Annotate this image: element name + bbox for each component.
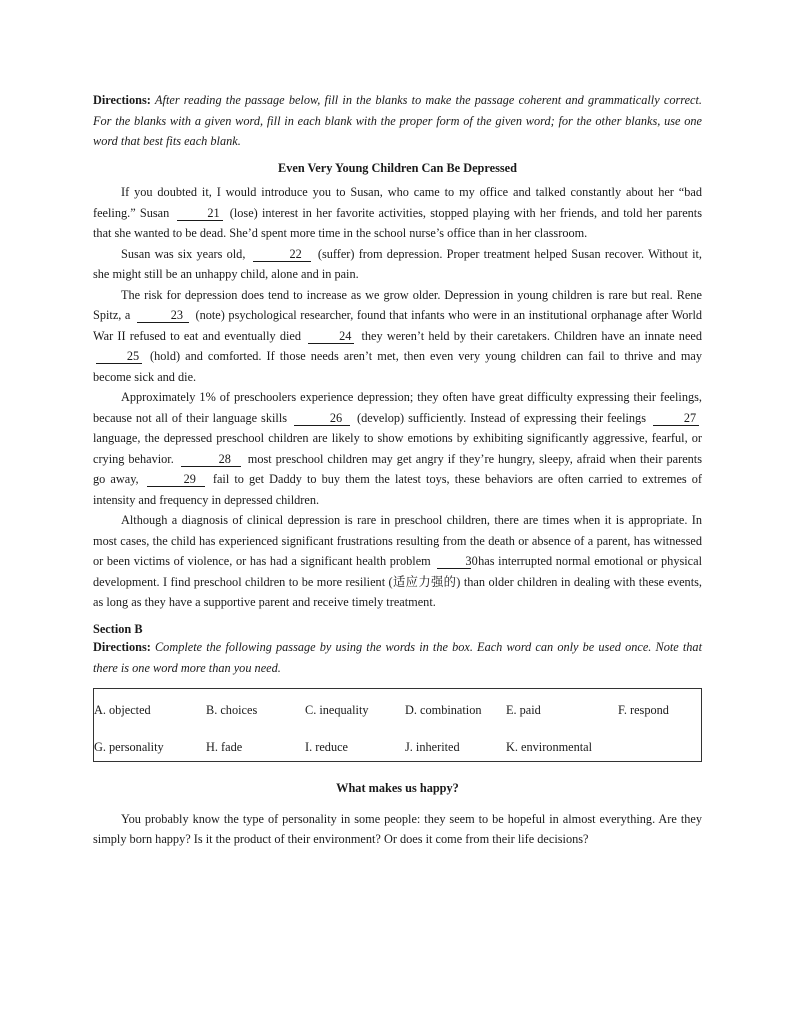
- paragraph-text: language, the depressed preschool children are likely to show emotions by exhibiting significantly aggressive, fearful, or crying behavior.: [93, 431, 702, 466]
- paragraph-text: (develop) sufficiently. Instead of expressing their feelings: [357, 410, 646, 425]
- paragraph-text: fail to get Daddy to buy them the latest toys, these behaviors are often carried to extremes of intensity and frequency in depressed children.: [93, 472, 703, 507]
- paragraph-text: Approximately 1% of preschoolers experience depression; they often have great difficulty expressing their feelings, because not all of their language skills: [93, 390, 702, 425]
- word-option[interactable]: H. fade: [206, 740, 243, 754]
- paragraph-text: (note) psychological researcher, found that infants who were in an institutional orphanage after World War II refused to eat and eventually died: [93, 308, 703, 343]
- paragraph-text: Although a diagnosis of clinical depression is rare in preschool children, there are times when it is appropriate. In most cases, the child has experienced significant frustrations resulting from the death or absence of a parent, has witnessed or been victims of violence, or has had a significant health problem: [93, 513, 702, 568]
- paragraph-text: (suffer) from depression. Proper treatment helped Susan recover. Without it, she might still be an unhappy child, alone and in pain.: [93, 246, 703, 281]
- directions-text: Complete the following passage by using the words in the box. Each word can only be used once. Note that there is one word more than you need.: [93, 640, 702, 675]
- word-option[interactable]: B. choices: [206, 703, 258, 717]
- blank-25[interactable]: 25: [96, 349, 142, 364]
- paragraph-text: (lose) interest in her favorite activities, stopped playing with her friends, and told her parents that she wanted to be dead. She’d spent more time in the school nurse’s office than in her classroom.: [93, 205, 703, 240]
- paragraph-text: Susan was six years old,: [121, 246, 246, 261]
- blank-22[interactable]: 22: [253, 247, 311, 262]
- section-b-heading: Section B: [93, 621, 143, 636]
- worksheet-page: [93, 90, 702, 850]
- blank-29[interactable]: 29: [147, 472, 205, 487]
- passage-title: Even Very Young Children Can Be Depressed: [278, 160, 517, 175]
- blank-27[interactable]: 27: [653, 411, 699, 426]
- paragraph-4: [93, 387, 702, 510]
- word-option[interactable]: F. respond: [618, 703, 669, 717]
- passage-b-paragraph-1: You probably know the type of personality in some people: they seem to be hopeful in almost everything. Are they simply born happy? Is it the product of their environment? Or does it come from their life decisions?: [93, 811, 702, 846]
- blank-28[interactable]: 28: [181, 452, 241, 467]
- word-bank-row: [94, 700, 701, 720]
- directions-text: After reading the passage below, fill in the blanks to make the passage coherent and grammatically correct. For the blanks with a given word, fill in each blank with the proper form of the given word; for the other blanks, use one word that best fits each blank.: [93, 93, 702, 148]
- word-option[interactable]: C. inequality: [305, 703, 369, 717]
- paragraph-text: they weren’t held by their caretakers. Children have an innate need: [361, 328, 703, 343]
- word-option[interactable]: D. combination: [405, 703, 482, 717]
- paragraph-text: (hold) and comforted. If those needs aren’t met, then even very young children can fail to thrive and may become sick and die.: [93, 349, 702, 384]
- directions-label: Directions:: [93, 640, 151, 654]
- passage-b-title: What makes us happy?: [336, 781, 459, 795]
- word-option[interactable]: K. environmental: [506, 740, 593, 754]
- paragraph-text: If you doubted it, I would introduce you to Susan, who came to my office and talked constantly about her “bad feeling.” Susan: [93, 185, 702, 220]
- paragraph-text: has interrupted normal emotional or physical development. I find preschool children to be more resilient (适应力强的) than older children in dealing with these events, as long as they have a supportive parent and receive timely treatment.: [93, 554, 702, 609]
- paragraph-text: The risk for depression does tend to increase as we grow older. Depression in young children is rare but real. Rene Spitz, a: [93, 287, 702, 322]
- blank-23[interactable]: 23: [137, 308, 189, 323]
- blank-26[interactable]: 26: [294, 411, 350, 426]
- paragraph-3: [93, 285, 702, 388]
- word-option[interactable]: A. objected: [94, 703, 151, 717]
- word-option[interactable]: I. reduce: [305, 740, 349, 754]
- word-bank-row: [94, 737, 701, 757]
- word-bank-box: [93, 688, 702, 762]
- word-option[interactable]: G. personality: [94, 740, 164, 754]
- paragraph-2: [93, 244, 702, 285]
- paragraph-text: most preschool children may get angry if they’re hungry, sleepy, afraid when their parents go away,: [93, 451, 703, 486]
- blank-30[interactable]: 30: [437, 554, 471, 569]
- paragraph-5: [93, 510, 702, 613]
- directions-label: Directions:: [93, 93, 151, 107]
- paragraph-1: [93, 182, 702, 244]
- blank-21[interactable]: 21: [177, 206, 223, 221]
- section-a-directions: [93, 90, 702, 152]
- blank-24[interactable]: 24: [308, 329, 354, 344]
- word-option[interactable]: J. inherited: [405, 740, 460, 754]
- word-option[interactable]: E. paid: [506, 703, 541, 717]
- section-b-directions: [93, 637, 702, 678]
